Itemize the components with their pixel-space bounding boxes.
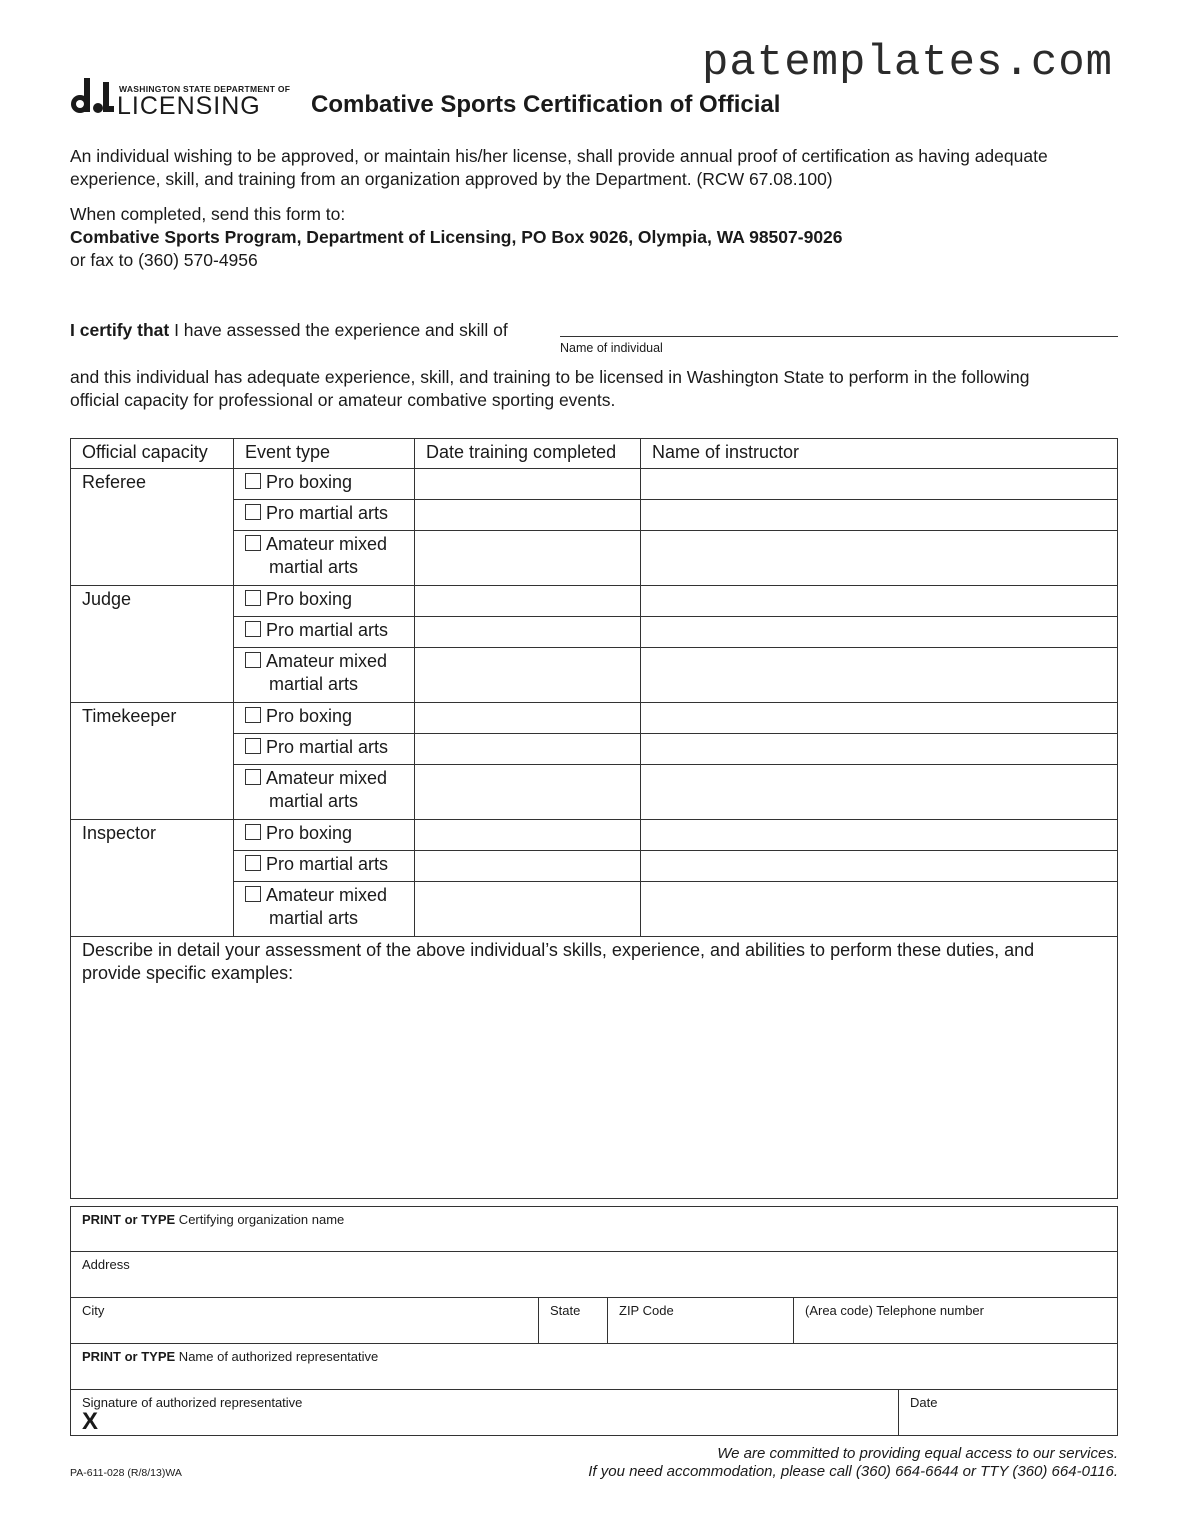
event-cell[interactable] xyxy=(234,851,415,882)
signature-row xyxy=(70,1390,1118,1436)
rep-name-field[interactable] xyxy=(71,1344,1117,1389)
event-label-cont: martial arts xyxy=(269,908,359,928)
individual-name-line[interactable] xyxy=(560,336,1118,337)
description-prompt: Describe in detail your assessment of the above individual’s skills, experience, and abilities to perform these duties, and provide specific examples: xyxy=(82,940,1035,983)
date-cell[interactable] xyxy=(415,586,641,617)
org-name-row xyxy=(70,1206,1118,1252)
event-cell[interactable] xyxy=(234,531,415,586)
checkbox[interactable] xyxy=(245,769,261,785)
intro-text: An individual wishing to be approved, or maintain his/her license, shall provide annual proof of certification as having adequate experience, skill, and training from an organization approved by the Department. (RCW 67.08.100) xyxy=(70,146,1048,189)
instructor-cell[interactable] xyxy=(641,882,1118,937)
certify-text: I have assessed the experience and skill of xyxy=(169,320,508,340)
event-cell[interactable] xyxy=(234,469,415,500)
date-cell[interactable] xyxy=(415,469,641,500)
instructor-cell[interactable] xyxy=(641,469,1118,500)
event-cell[interactable] xyxy=(234,882,415,937)
header-date: Date training completed xyxy=(415,439,641,469)
address-row xyxy=(70,1252,1118,1298)
event-cell[interactable] xyxy=(234,586,415,617)
checkbox[interactable] xyxy=(245,504,261,520)
date-cell[interactable] xyxy=(415,703,641,734)
date-label: Date xyxy=(910,1395,938,1410)
event-cell[interactable] xyxy=(234,820,415,851)
zip-label: ZIP Code xyxy=(619,1303,674,1318)
event-cell[interactable] xyxy=(234,617,415,648)
event-label-cont: martial arts xyxy=(269,791,359,811)
checkbox[interactable] xyxy=(245,473,261,489)
certify-bold: I certify that xyxy=(70,320,170,340)
org-name-label: Certifying organization name xyxy=(175,1212,345,1227)
event-label: Pro boxing xyxy=(266,589,353,609)
checkbox[interactable] xyxy=(245,621,261,637)
instructor-cell[interactable] xyxy=(641,500,1118,531)
signature-label: Signature of authorized representative xyxy=(82,1395,303,1410)
instructor-cell[interactable] xyxy=(641,820,1118,851)
date-cell[interactable] xyxy=(415,882,641,937)
event-label: Pro martial arts xyxy=(266,737,389,757)
org-name-field[interactable] xyxy=(71,1207,1117,1251)
header-event-type: Event type xyxy=(234,439,415,469)
header-instructor: Name of instructor xyxy=(641,439,1118,469)
date-cell[interactable] xyxy=(415,734,641,765)
date-cell[interactable] xyxy=(415,851,641,882)
event-label: Pro martial arts xyxy=(266,620,389,640)
mailing-address: Combative Sports Program, Department of Licensing, PO Box 9026, Olympia, WA 98507-9026 xyxy=(70,227,843,247)
header-capacity: Official capacity xyxy=(71,439,234,469)
logo-licensing: LICENSING xyxy=(117,92,261,120)
certification-table xyxy=(70,438,1118,1199)
signature-field[interactable] xyxy=(71,1390,898,1435)
event-label: Pro boxing xyxy=(266,472,353,492)
event-label: Amateur mixed xyxy=(266,885,388,905)
event-cell[interactable] xyxy=(234,765,415,820)
instructor-cell[interactable] xyxy=(641,531,1118,586)
form-title: Combative Sports Certification of Official xyxy=(311,91,781,118)
checkbox[interactable] xyxy=(245,535,261,551)
event-label: Pro martial arts xyxy=(266,854,389,874)
event-cell[interactable] xyxy=(234,500,415,531)
dol-logo-icon xyxy=(70,78,114,118)
event-label: Pro boxing xyxy=(266,706,353,726)
event-cell[interactable] xyxy=(234,734,415,765)
instructor-cell[interactable] xyxy=(641,851,1118,882)
capacity-judge: Judge xyxy=(71,586,234,703)
address-label: Address xyxy=(82,1257,130,1272)
organization-fields xyxy=(70,1206,1118,1436)
date-cell[interactable] xyxy=(415,648,641,703)
checkbox[interactable] xyxy=(245,855,261,871)
capacity-referee: Referee xyxy=(71,469,234,586)
dol-logo xyxy=(70,78,291,120)
table-header-row xyxy=(71,439,1118,469)
fax-number: or fax to (360) 570-4956 xyxy=(70,250,258,270)
footer-line-2: If you need accommodation, please call (360) 664-6644 or TTY (360) 664-0116. xyxy=(588,1463,1118,1480)
phone-label: (Area code) Telephone number xyxy=(805,1303,984,1318)
city-row xyxy=(70,1298,1118,1344)
date-cell[interactable] xyxy=(415,617,641,648)
event-cell[interactable] xyxy=(234,703,415,734)
description-row xyxy=(71,937,1118,1199)
accessibility-footer xyxy=(588,1445,1118,1481)
instructor-cell[interactable] xyxy=(641,703,1118,734)
signature-x-mark: X xyxy=(82,1408,99,1435)
individual-name-caption: Name of individual xyxy=(560,341,663,355)
checkbox[interactable] xyxy=(245,707,261,723)
date-cell[interactable] xyxy=(415,500,641,531)
instructor-cell[interactable] xyxy=(641,765,1118,820)
checkbox[interactable] xyxy=(245,652,261,668)
watermark: patemplates.com xyxy=(702,38,1114,88)
event-label: Amateur mixed xyxy=(266,534,388,554)
date-cell[interactable] xyxy=(415,531,641,586)
checkbox[interactable] xyxy=(245,738,261,754)
checkbox[interactable] xyxy=(245,824,261,840)
event-cell[interactable] xyxy=(234,648,415,703)
event-label: Amateur mixed xyxy=(266,768,388,788)
assessment-description[interactable] xyxy=(71,937,1118,1199)
table-row xyxy=(71,586,1118,617)
date-cell[interactable] xyxy=(415,820,641,851)
event-label: Amateur mixed xyxy=(266,651,388,671)
city-label: City xyxy=(82,1303,105,1318)
checkbox[interactable] xyxy=(245,886,261,902)
instructor-cell[interactable] xyxy=(641,617,1118,648)
instructor-cell[interactable] xyxy=(641,734,1118,765)
print-type-label: PRINT or TYPE xyxy=(82,1212,176,1227)
state-field[interactable] xyxy=(538,1298,607,1343)
event-label-cont: martial arts xyxy=(269,557,359,577)
phone-field[interactable] xyxy=(793,1298,1117,1343)
date-cell[interactable] xyxy=(415,765,641,820)
zip-field[interactable] xyxy=(607,1298,793,1343)
table-row xyxy=(71,703,1118,734)
event-label-cont: martial arts xyxy=(269,674,359,694)
rep-name-label: Name of authorized representative xyxy=(175,1349,379,1364)
capacity-timekeeper: Timekeeper xyxy=(71,703,234,820)
address-field[interactable] xyxy=(71,1252,1117,1297)
table-row xyxy=(71,469,1118,500)
footer-line-1: We are committed to providing equal access to our services. xyxy=(717,1445,1118,1462)
event-label: Pro martial arts xyxy=(266,503,389,523)
state-label: State xyxy=(550,1303,581,1318)
event-label: Pro boxing xyxy=(266,823,353,843)
instructor-cell[interactable] xyxy=(641,648,1118,703)
table-row xyxy=(71,820,1118,851)
checkbox[interactable] xyxy=(245,590,261,606)
certify-continuation: and this individual has adequate experience, skill, and training to be licensed in Washington State to perform in the following official capacity for professional or amateur combative sporting events. xyxy=(70,367,1030,410)
logo-department: WASHINGTON STATE DEPARTMENT OF xyxy=(119,84,291,94)
rep-name-row xyxy=(70,1344,1118,1390)
form-number: PA-611-028 (R/8/13)WA xyxy=(70,1467,182,1479)
send-label: When completed, send this form to: xyxy=(70,204,346,224)
instructor-cell[interactable] xyxy=(641,586,1118,617)
city-field[interactable] xyxy=(71,1298,538,1343)
certify-statement xyxy=(70,319,508,342)
print-type-label: PRINT or TYPE xyxy=(82,1349,176,1364)
capacity-inspector: Inspector xyxy=(71,820,234,937)
date-field[interactable] xyxy=(898,1390,1117,1435)
